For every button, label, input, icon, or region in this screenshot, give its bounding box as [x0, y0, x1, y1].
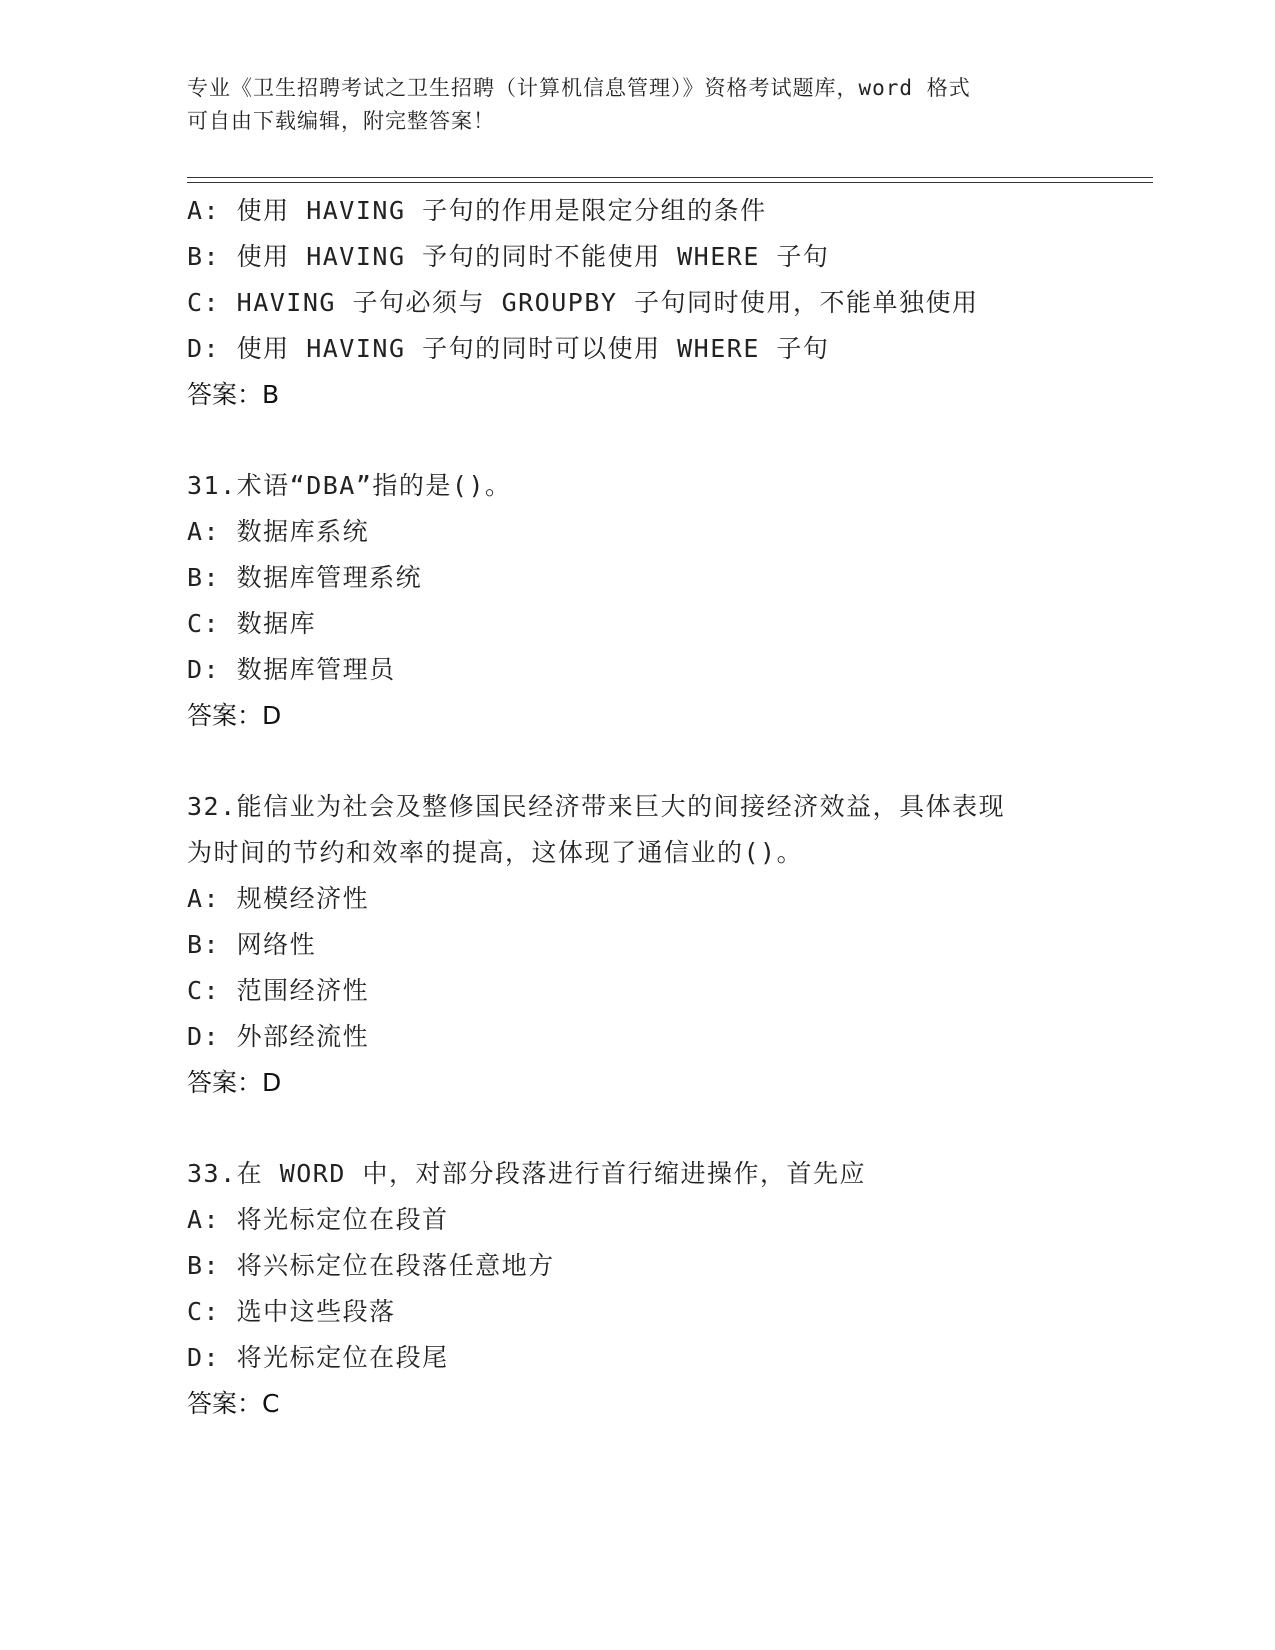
- option-b: B: 数据库管理系统: [187, 563, 423, 592]
- option-c: C: HAVING 子句必须与 GROUPBY 子句同时使用，不能单独使用: [187, 288, 979, 317]
- question-gap: [187, 739, 1087, 784]
- option-a: A: 规模经济性: [187, 884, 370, 913]
- option-d: D: 使用 HAVING 子句的同时可以使用 WHERE 子句: [187, 334, 830, 363]
- option-a: A: 数据库系统: [187, 517, 370, 546]
- option-c: C: 范围经济性: [187, 976, 370, 1005]
- answer: 答案：D: [187, 701, 282, 730]
- question-31: [187, 463, 1087, 739]
- header-divider-top: [187, 177, 1153, 178]
- option-b: B: 将兴标定位在段落任意地方: [187, 1251, 555, 1280]
- question-32: [187, 784, 1087, 1106]
- question-stem: 31.术语“DBA”指的是()。: [187, 471, 512, 500]
- question-gap: [187, 418, 1087, 463]
- option-c: C: 数据库: [187, 609, 317, 638]
- header-line-1: 专业《卫生招聘考试之卫生招聘（计算机信息管理）》资格考试题库，word 格式: [187, 76, 971, 100]
- option-d: D: 外部经流性: [187, 1022, 370, 1051]
- header-line-2: 可自由下载编辑，附完整答案！: [187, 109, 495, 133]
- question-gap: [187, 1106, 1087, 1151]
- option-a: A: 使用 HAVING 子句的作用是限定分组的条件: [187, 196, 767, 225]
- document-header: [187, 72, 1087, 138]
- option-a: A: 将光标定位在段首: [187, 1205, 449, 1234]
- option-c: C: 选中这些段落: [187, 1297, 396, 1326]
- header-divider-bottom: [187, 182, 1153, 183]
- question-stem: 33.在 WORD 中，对部分段落进行首行缩进操作，首先应: [187, 1159, 866, 1188]
- document-body: [187, 188, 1087, 1427]
- answer: 答案：B: [187, 380, 280, 409]
- answer: 答案：D: [187, 1068, 282, 1097]
- option-b: B: 使用 HAVING 予句的同时不能使用 WHERE 子句: [187, 242, 830, 271]
- question-stem-line-1: 32.能信业为社会及整修国民经济带来巨大的间接经济效益，具体表现: [187, 792, 1006, 821]
- question-stem-line-2: 为时间的节约和效率的提高，这体现了通信业的()。: [187, 838, 804, 867]
- option-d: D: 将光标定位在段尾: [187, 1343, 449, 1372]
- option-d: D: 数据库管理员: [187, 655, 396, 684]
- option-b: B: 网络性: [187, 930, 317, 959]
- question-30: [187, 188, 1087, 418]
- answer: 答案：C: [187, 1389, 280, 1418]
- question-33: [187, 1151, 1087, 1427]
